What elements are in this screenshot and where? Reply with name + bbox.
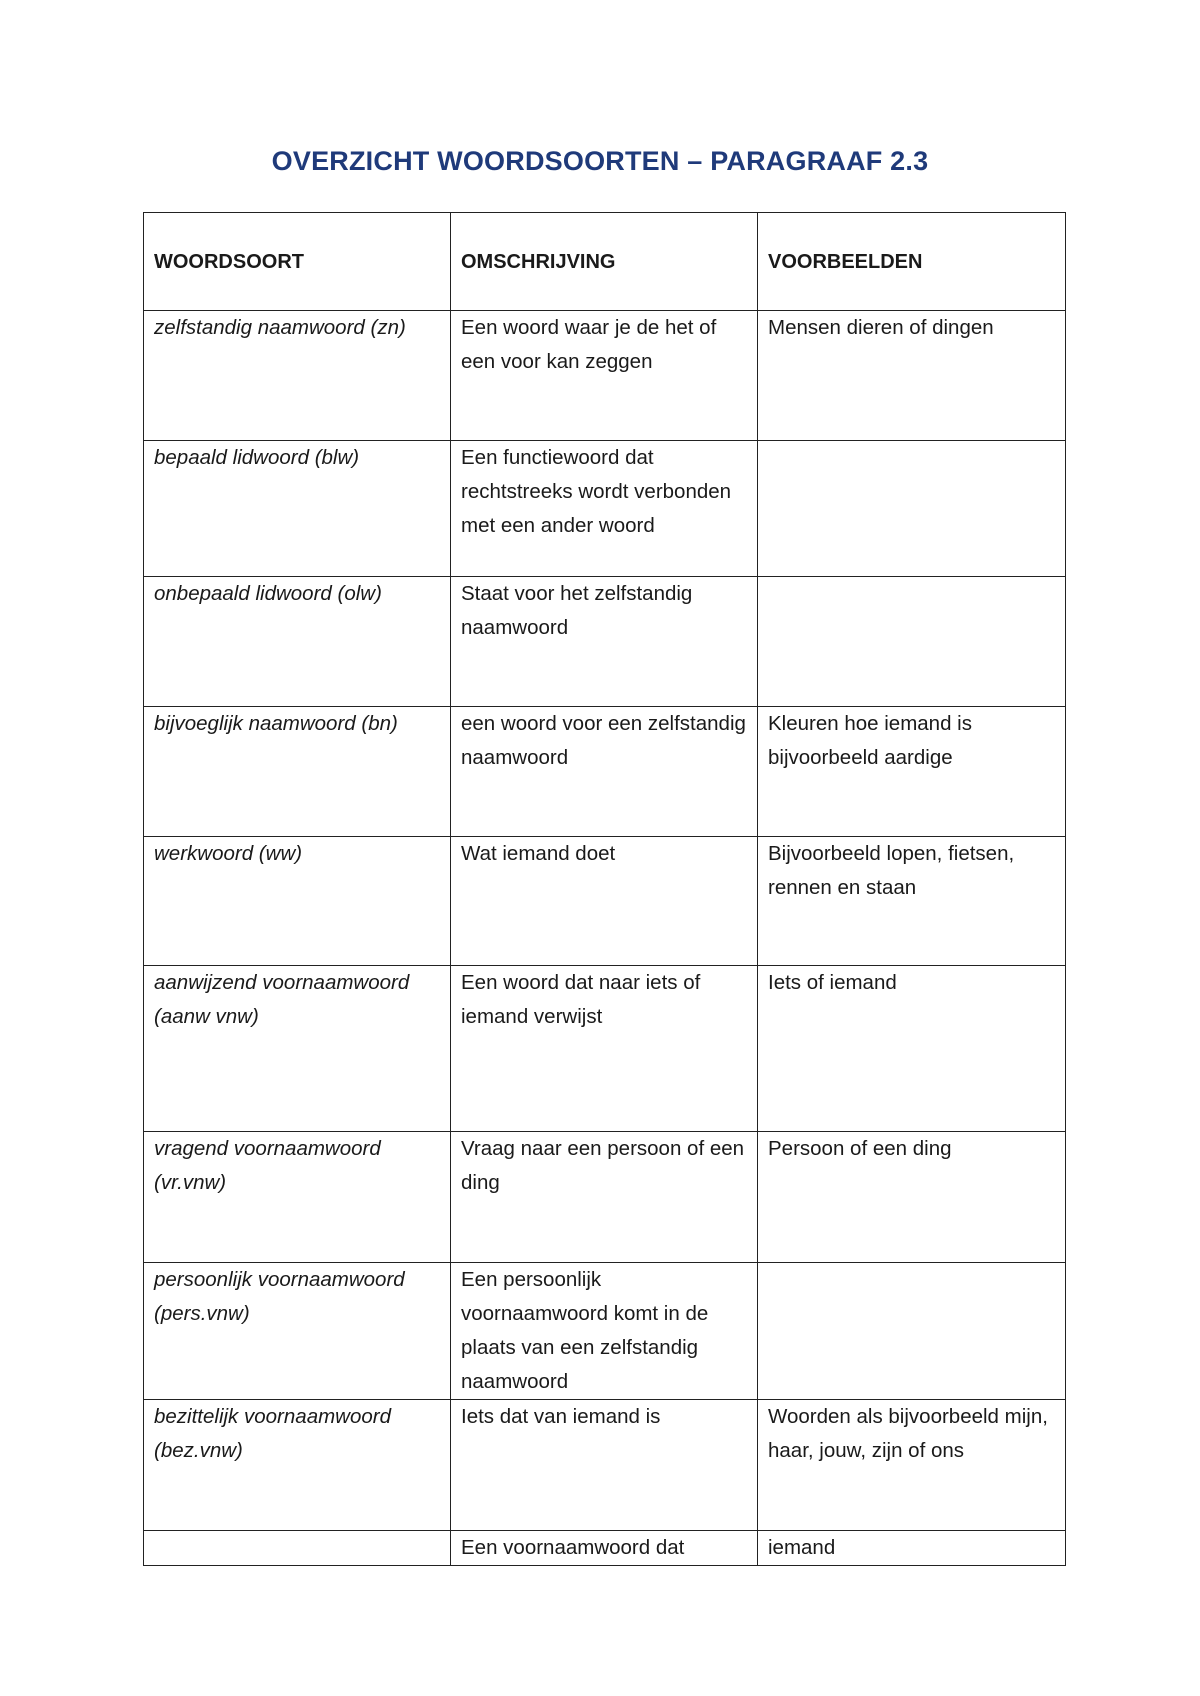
woordsoort-cell: zelfstandig naamwoord (zn)	[144, 311, 451, 441]
header-woordsoort: WOORDSOORT	[144, 213, 451, 311]
omschrijving-cell: Een voornaamwoord dat	[451, 1531, 758, 1566]
omschrijving-cell: Vraag naar een persoon of een ding	[451, 1132, 758, 1263]
omschrijving-cell: Een functiewoord dat rechtstreeks wordt verbonden met een ander woord	[451, 441, 758, 577]
table-row	[144, 441, 1066, 577]
omschrijving-cell: Een woord waar je de het of een voor kan zeggen	[451, 311, 758, 441]
voorbeelden-cell: Kleuren hoe iemand is bijvoorbeeld aardige	[758, 707, 1066, 837]
woordsoort-cell: persoonlijk voornaamwoord (pers.vnw)	[144, 1263, 451, 1400]
woordsoort-cell: aanwijzend voornaamwoord (aanw vnw)	[144, 966, 451, 1132]
woordsoort-cell: onbepaald lidwoord (olw)	[144, 577, 451, 707]
voorbeelden-cell	[758, 1263, 1066, 1400]
table-row	[144, 1132, 1066, 1263]
table-row	[144, 577, 1066, 707]
woordsoort-cell: bezittelijk voornaamwoord (bez.vnw)	[144, 1400, 451, 1531]
omschrijving-cell: Staat voor het zelfstandig naamwoord	[451, 577, 758, 707]
voorbeelden-cell	[758, 441, 1066, 577]
omschrijving-cell: Een woord dat naar iets of iemand verwijst	[451, 966, 758, 1132]
table-row	[144, 1263, 1066, 1400]
woordsoort-cell: werkwoord (ww)	[144, 837, 451, 966]
voorbeelden-cell: Persoon of een ding	[758, 1132, 1066, 1263]
table-row	[144, 707, 1066, 837]
omschrijving-cell: Een persoonlijk voornaamwoord komt in de plaats van een zelfstandig naamwoord	[451, 1263, 758, 1400]
voorbeelden-cell: iemand	[758, 1531, 1066, 1566]
table-row	[144, 837, 1066, 966]
voorbeelden-cell: Mensen dieren of dingen	[758, 311, 1066, 441]
omschrijving-cell: een woord voor een zelfstandig naamwoord	[451, 707, 758, 837]
woordsoort-cell: vragend voornaamwoord (vr.vnw)	[144, 1132, 451, 1263]
header-omschrijving: OMSCHRIJVING	[451, 213, 758, 311]
woordsoorten-table	[143, 212, 1066, 1566]
omschrijving-cell: Wat iemand doet	[451, 837, 758, 966]
omschrijving-cell: Iets dat van iemand is	[451, 1400, 758, 1531]
table-row	[144, 1531, 1066, 1566]
table-row	[144, 1400, 1066, 1531]
woordsoort-cell: bepaald lidwoord (blw)	[144, 441, 451, 577]
table-row	[144, 966, 1066, 1132]
voorbeelden-cell	[758, 577, 1066, 707]
voorbeelden-cell: Woorden als bijvoorbeeld mijn, haar, jouw, zijn of ons	[758, 1400, 1066, 1531]
woordsoort-cell	[144, 1531, 451, 1566]
woordsoort-cell: bijvoeglijk naamwoord (bn)	[144, 707, 451, 837]
voorbeelden-cell: Bijvoorbeeld lopen, fietsen, rennen en staan	[758, 837, 1066, 966]
voorbeelden-cell: Iets of iemand	[758, 966, 1066, 1132]
page-title: OVERZICHT WOORDSOORTEN – PARAGRAAF 2.3	[271, 146, 929, 176]
table-row	[144, 311, 1066, 441]
table-header-row	[144, 213, 1066, 311]
header-voorbeelden: VOORBEELDEN	[758, 213, 1066, 311]
